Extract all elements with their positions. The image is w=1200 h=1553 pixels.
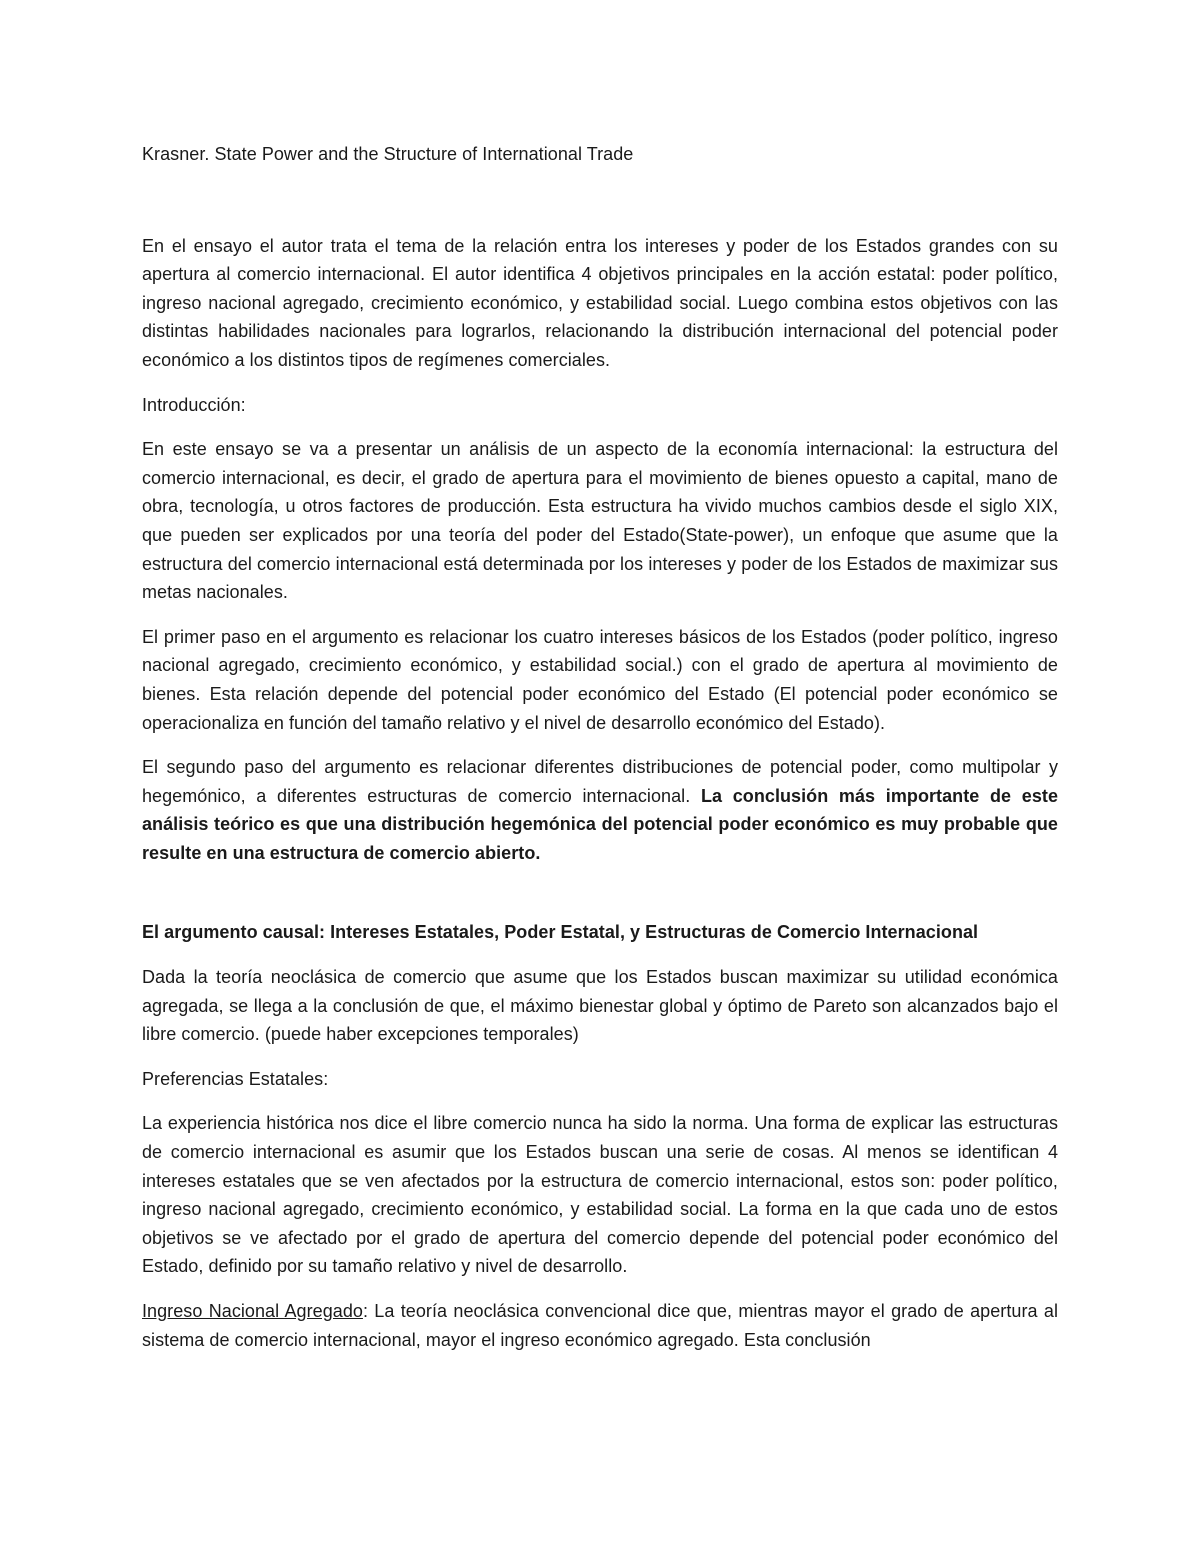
preferences-paragraph: La experiencia histórica nos dice el libre comercio nunca ha sido la norma. Una forma de explicar las estructuras de comercio internacional es asumir que los Estados buscan una serie de cosas. Al menos se identifican 4 intereses estatales que se ven afectados por la estructura de comercio internacional, estos son: poder político, ingreso nacional agregado, crecimiento económico, y estabilidad social. La forma en la que cada uno de estos objetivos se ve afectado por el grado de apertura del comercio depende del potencial poder económico del Estado, definido por su tamaño relativo y nivel de desarrollo. (142, 1113, 1058, 1277)
document-body (142, 140, 1058, 1354)
second-step-paragraph (142, 753, 1058, 867)
document-title: Krasner. State Power and the Structure of International Trade (142, 144, 634, 164)
intro-label: Introducción: (142, 394, 246, 415)
section-heading: El argumento causal: Intereses Estatales, Poder Estatal, y Estructuras de Comercio Internacional (142, 922, 979, 943)
second-step-text: El segundo paso del argumento es relacionar diferentes distribuciones de potencial poder, como multipolar y hegemónico, a diferentes estructuras de comercio internacional. (142, 757, 1058, 806)
intro-paragraph: En este ensayo se va a presentar un análisis de un aspecto de la economía internacional: la estructura del comercio internacional, es decir, el grado de apertura para el movimiento de bienes opuesto a capital, mano de obra, tecnología, u otros factores de producción. Esta estructura ha vivido muchos cambios desde el siglo XIX, que pueden ser explicados por una teoría del poder del Estado(State-power), un enfoque que asume que la estructura del comercio internacional está determinada por los intereses y poder de los Estados de maximizar sus metas nacionales. (142, 439, 1058, 603)
income-paragraph (142, 1297, 1058, 1354)
income-text: : La teoría neoclásica convencional dice que, mientras mayor el grado de apertura al sistema de comercio internacional, mayor el ingreso económico agregado. Esta conclusión (142, 1301, 1058, 1350)
first-step-paragraph: El primer paso en el argumento es relacionar los cuatro intereses básicos de los Estados (poder político, ingreso nacional agregado, crecimiento económico, y estabilidad social.) con el grado de apertura al movimiento de bienes. Esta relación depende del potencial poder económico del Estado (El potencial poder económico se operacionaliza en función del tamaño relativo y el nivel de desarrollo económico del Estado). (142, 626, 1058, 733)
preferences-label: Preferencias Estatales: (142, 1068, 329, 1089)
income-term: Ingreso Nacional Agregado (142, 1301, 363, 1321)
neoclassical-paragraph: Dada la teoría neoclásica de comercio que asume que los Estados buscan maximizar su utilidad económica agregada, se llega a la conclusión de que, el máximo bienestar global y óptimo de Pareto son alcanzados bajo el libre comercio. (puede haber excepciones temporales) (142, 967, 1058, 1045)
summary-paragraph: En el ensayo el autor trata el tema de la relación entra los intereses y poder de los Estados grandes con su apertura al comercio internacional. El autor identifica 4 objetivos principales en la acción estatal: poder político, ingreso nacional agregado, crecimiento económico, y estabilidad social. Luego combina estos objetivos con las distintas habilidades nacionales para lograrlos, relacionando la distribución internacional del potencial poder económico a los distintos tipos de regímenes comerciales. (142, 235, 1058, 370)
second-step-conclusion: La conclusión más importante de este análisis teórico es que una distribución hegemónica del potencial poder económico es muy probable que resulte en una estructura de comercio abierto. (142, 785, 1058, 863)
